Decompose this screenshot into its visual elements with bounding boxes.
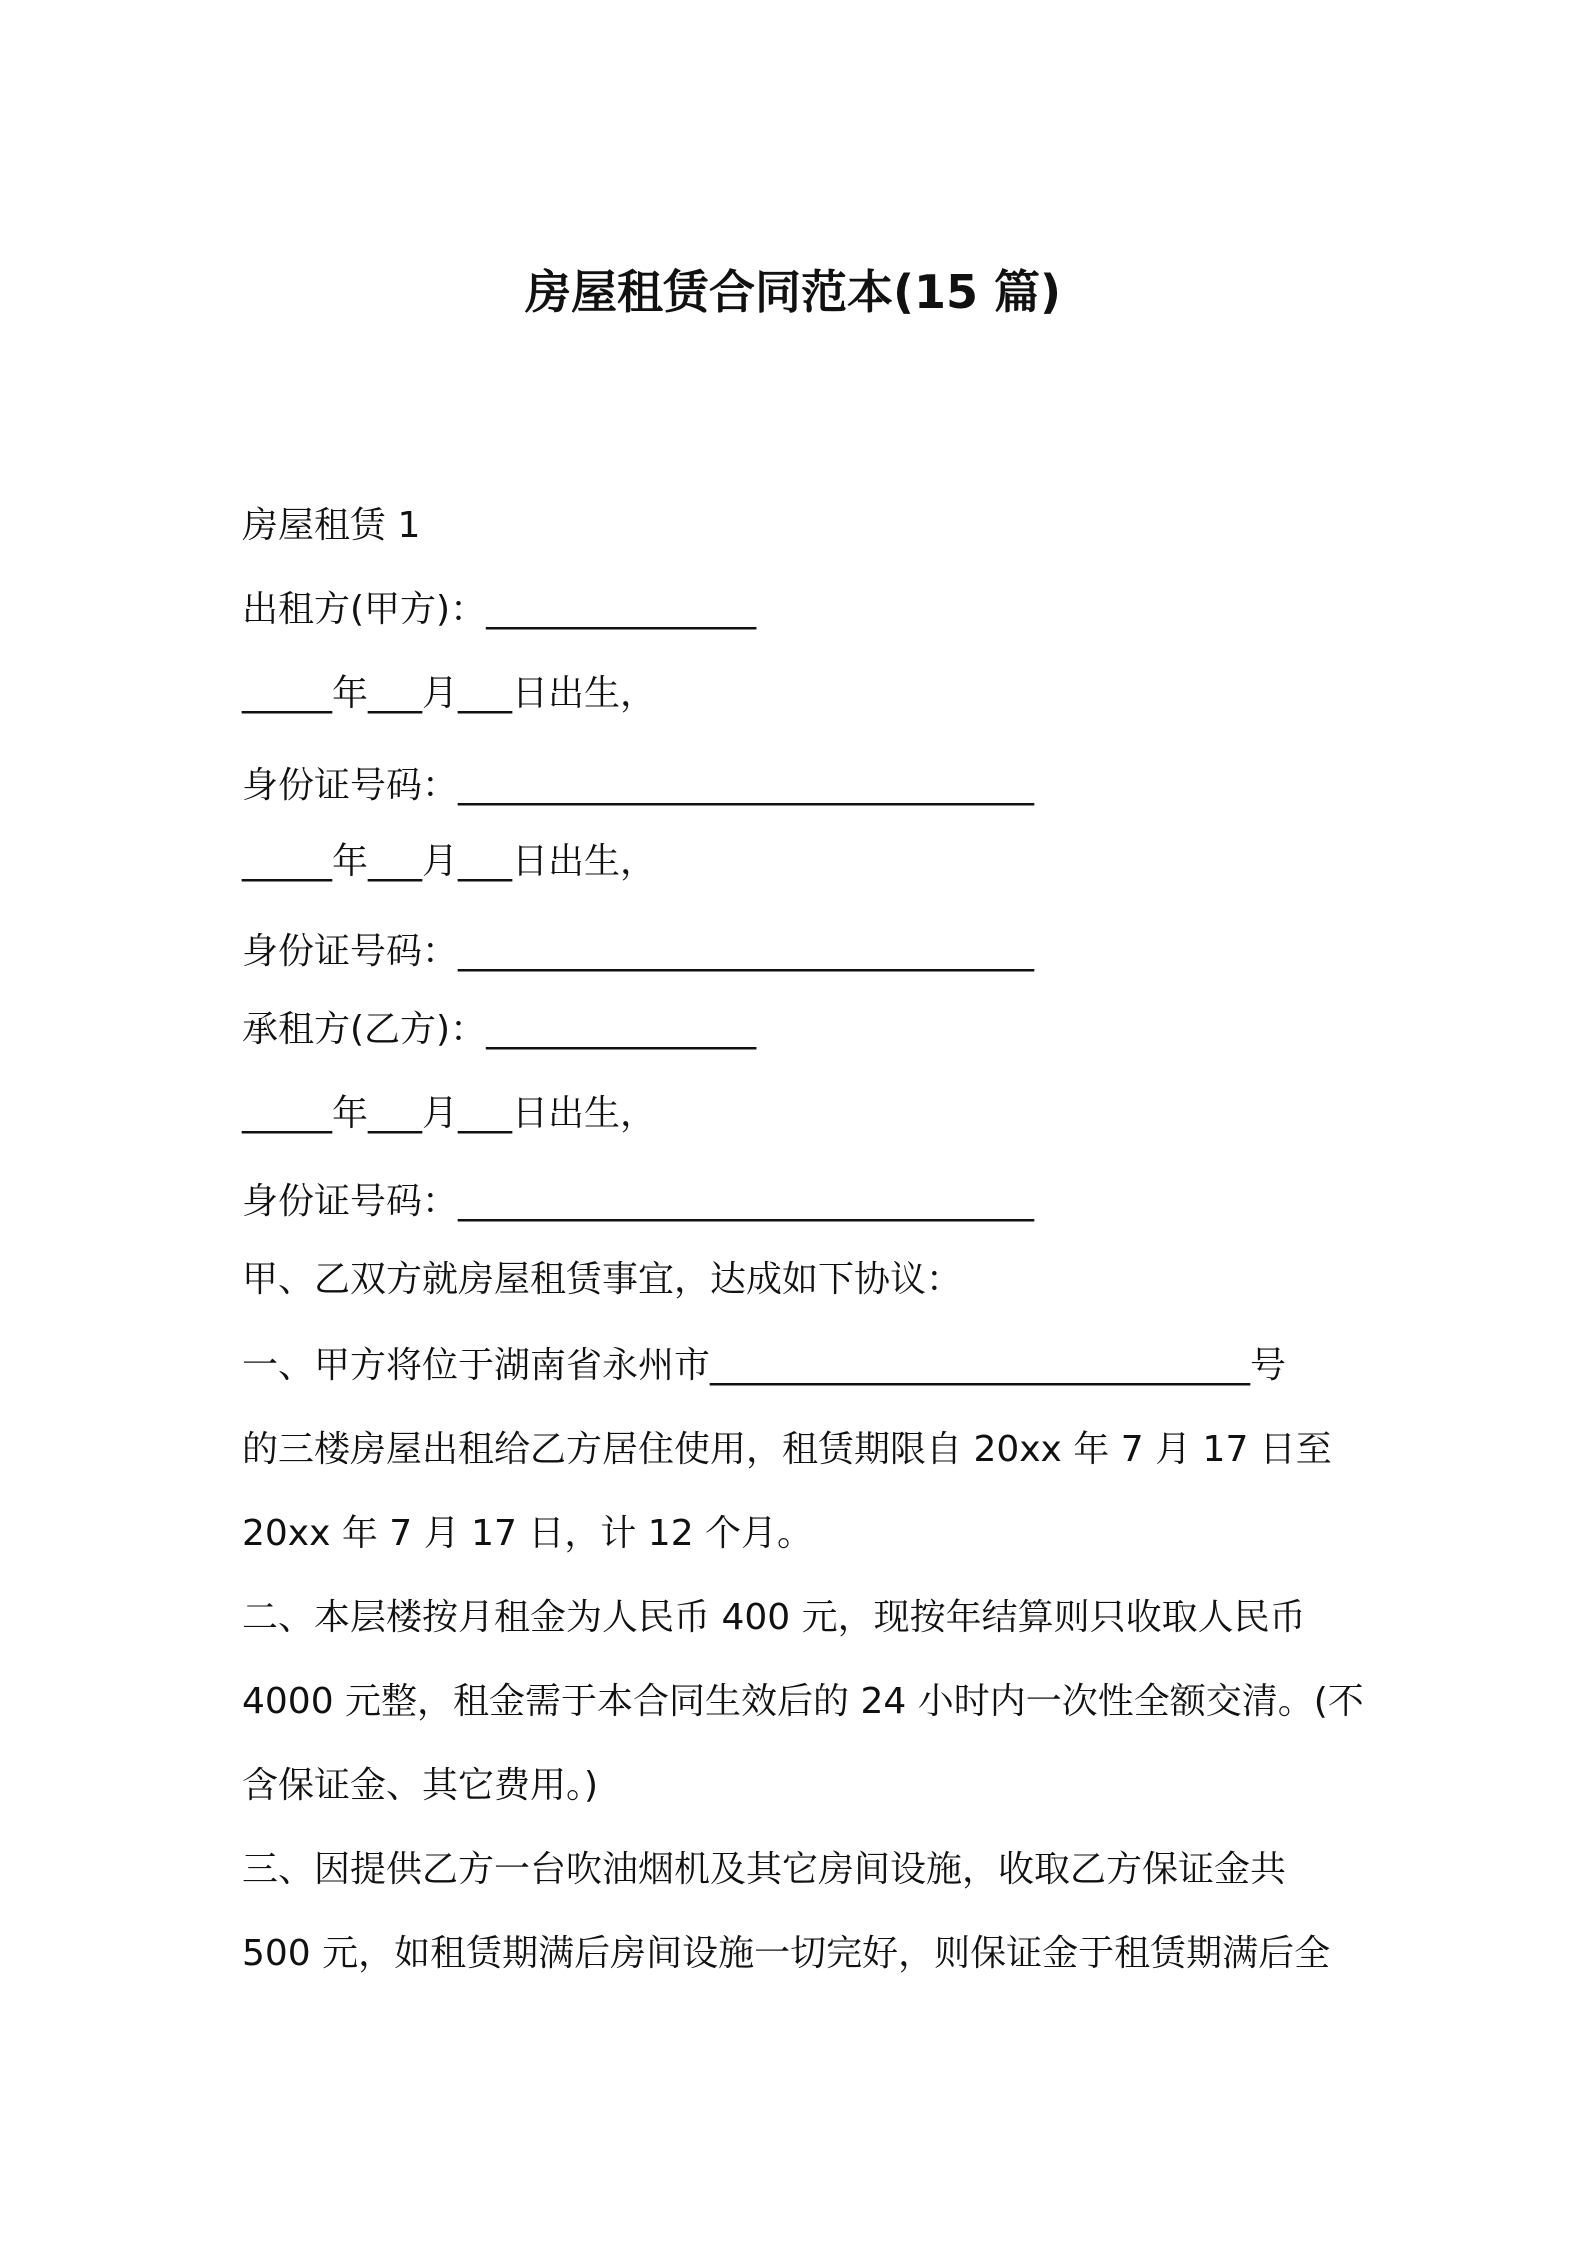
clause-1-line-2: 的三楼房屋出租给乙方居住使用，租赁期限自 20xx 年 7 月 17 日至 [242, 1429, 1332, 1470]
clause-1-line-1: 一、甲方将位于湖南省永州市______________________________号 [242, 1345, 1287, 1386]
clause-3-line-2: 500 元，如租赁期满后房间设施一切完好，则保证金于租赁期满后全 [242, 1933, 1331, 1974]
document-title: 房屋租赁合同范本(15 篇) [524, 265, 1062, 319]
clause-2-line-2: 4000 元整，租金需于本合同生效后的 24 小时内一次性全额交清。(不 [242, 1681, 1364, 1722]
id-number-line: 身份证号码：________________________________ [242, 1181, 1035, 1222]
lessee-line: 承租方(乙方)：_______________ [242, 1009, 757, 1050]
birthdate-line: _____年___月___日出生， [242, 1093, 657, 1134]
clause-3-line-1: 三、因提供乙方一台吹油烟机及其它房间设施，收取乙方保证金共 [242, 1849, 1287, 1890]
clause-2-line-3: 含保证金、其它费用。) [242, 1765, 599, 1806]
agreement-intro: 甲、乙双方就房屋租赁事宜，达成如下协议： [242, 1259, 963, 1300]
section-heading: 房屋租赁 1 [242, 505, 421, 546]
clause-1-line-3: 20xx 年 7 月 17 日，计 12 个月。 [242, 1513, 814, 1554]
clause-2-line-1: 二、本层楼按月租金为人民币 400 元，现按年结算则只收取人民币 [242, 1597, 1306, 1638]
lessor-line: 出租方(甲方)：_______________ [242, 589, 757, 630]
birthdate-line: _____年___月___日出生， [242, 841, 657, 882]
id-number-line: 身份证号码：________________________________ [242, 765, 1035, 806]
birthdate-line: _____年___月___日出生， [242, 673, 657, 714]
id-number-line: 身份证号码：________________________________ [242, 931, 1035, 972]
